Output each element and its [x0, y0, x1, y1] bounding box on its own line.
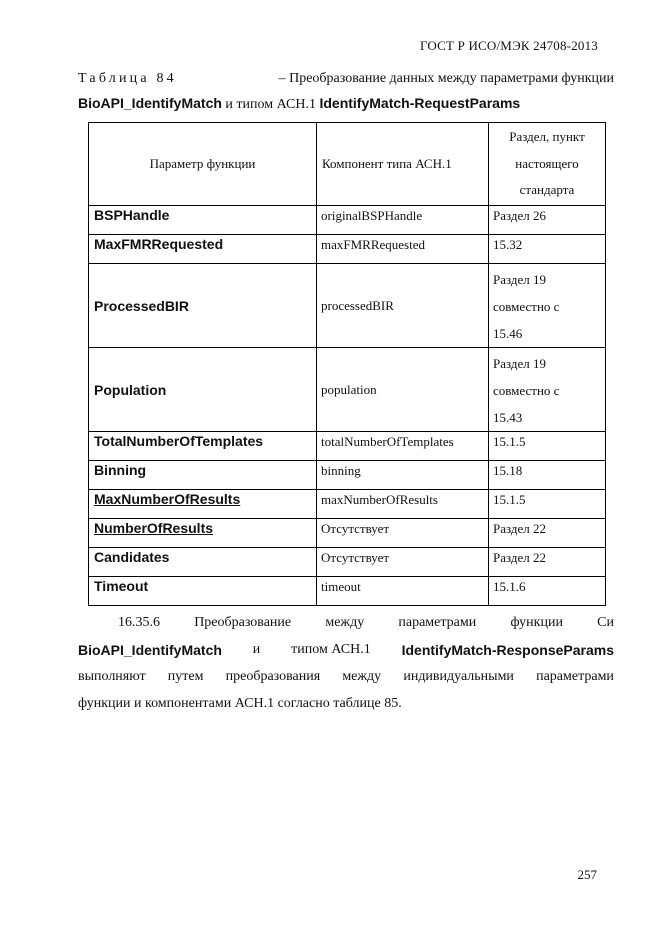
- header-section-line3: стандарта: [519, 182, 575, 198]
- para-word: индивидуальными: [403, 669, 514, 684]
- standard-header: ГОСТ Р ИСО/МЭК 24708-2013: [419, 38, 598, 53]
- section-cell: 15.1.6: [489, 577, 606, 606]
- param-cell: Binning: [89, 461, 317, 490]
- section-line: совместно с: [493, 299, 560, 314]
- section-cell: 15.1.5: [489, 490, 606, 519]
- table-row: [89, 432, 606, 461]
- table-row: [89, 348, 606, 432]
- header-param: Параметр функции: [89, 123, 317, 206]
- section-cell: 15.1.5: [489, 432, 606, 461]
- paragraph-line3: [78, 669, 614, 685]
- table-caption-text: – Преобразование данных между параметрами функции: [278, 71, 614, 86]
- para-function-name: BioAPI_IdentifyMatch: [78, 642, 222, 658]
- table-row: [89, 548, 606, 577]
- table-caption-number: Таблица 84: [78, 71, 177, 86]
- param-cell: [89, 519, 317, 548]
- param-cell: Population: [89, 348, 317, 432]
- param-cell: Timeout: [89, 577, 317, 606]
- paragraph-line2: [78, 642, 614, 658]
- table-row: [89, 461, 606, 490]
- component-cell: binning: [317, 461, 489, 490]
- mapping-table: [88, 122, 606, 606]
- param-cell: MaxFMRRequested: [89, 235, 317, 264]
- para-word: параметрами: [398, 615, 477, 630]
- para-type-name: IdentifyMatch-ResponseParams: [401, 642, 614, 658]
- para-word: параметрами: [536, 669, 614, 684]
- param-cell: [89, 490, 317, 519]
- section-line: 15.43: [493, 410, 523, 425]
- table-row: [89, 490, 606, 519]
- param-cell: BSPHandle: [89, 206, 317, 235]
- paragraph-line1: [118, 615, 614, 631]
- component-cell: Отсутствует: [317, 548, 489, 577]
- component-cell: processedBIR: [317, 264, 489, 348]
- header-section: [489, 123, 606, 206]
- para-word: Преобразование: [194, 615, 292, 630]
- section-line: совместно с: [493, 383, 560, 398]
- para-connector-i: и: [252, 642, 261, 657]
- para-word: между: [325, 615, 365, 630]
- section-cell: 15.32: [489, 235, 606, 264]
- component-cell: maxFMRRequested: [317, 235, 489, 264]
- table-row: [89, 264, 606, 348]
- param-underlined: MaxNumberOfResults: [94, 491, 241, 507]
- header-section-line1: Раздел, пункт: [509, 129, 585, 145]
- table-header-row: [89, 123, 606, 206]
- section-line: 15.46: [493, 326, 523, 341]
- section-cell: [489, 264, 606, 348]
- table-row: [89, 577, 606, 606]
- caption-type-name: IdentifyMatch-RequestParams: [319, 95, 521, 111]
- section-cell: Раздел 22: [489, 548, 606, 577]
- component-cell: originalBSPHandle: [317, 206, 489, 235]
- para-connector-rest: типом АСН.1: [291, 642, 371, 657]
- header-component: Компонент типа АСН.1: [317, 123, 489, 206]
- para-word: выполняют: [78, 669, 146, 684]
- section-line: Раздел 19: [493, 272, 547, 287]
- para-word: функции: [510, 615, 563, 630]
- caption-function-name: BioAPI_IdentifyMatch: [78, 95, 222, 111]
- para-word: между: [342, 669, 382, 684]
- param-underlined: NumberOfResults: [94, 520, 214, 536]
- param-cell: TotalNumberOfTemplates: [89, 432, 317, 461]
- table-row: [89, 206, 606, 235]
- section-cell: Раздел 22: [489, 519, 606, 548]
- section-line: Раздел 19: [493, 356, 547, 371]
- table-caption-line2: [78, 95, 520, 113]
- param-cell: ProcessedBIR: [89, 264, 317, 348]
- table-row: [89, 235, 606, 264]
- component-cell: timeout: [317, 577, 489, 606]
- para-word: Си: [597, 615, 614, 630]
- table-caption-line1: [78, 71, 614, 87]
- page-number: 257: [577, 867, 597, 882]
- table-row: [89, 519, 606, 548]
- para-word: путем: [167, 669, 204, 684]
- section-cell: 15.18: [489, 461, 606, 490]
- param-cell: Candidates: [89, 548, 317, 577]
- section-cell: Раздел 26: [489, 206, 606, 235]
- component-cell: Отсутствует: [317, 519, 489, 548]
- paragraph-line4: функции и компонентами АСН.1 согласно таблице 85.: [78, 696, 402, 711]
- component-cell: population: [317, 348, 489, 432]
- section-cell: [489, 348, 606, 432]
- clause-number: 16.35.6: [118, 615, 160, 630]
- para-word: преобразования: [225, 669, 321, 684]
- component-cell: totalNumberOfTemplates: [317, 432, 489, 461]
- header-section-line2: настоящего: [515, 155, 579, 171]
- component-cell: maxNumberOfResults: [317, 490, 489, 519]
- caption-connector: и типом АСН.1: [225, 97, 316, 112]
